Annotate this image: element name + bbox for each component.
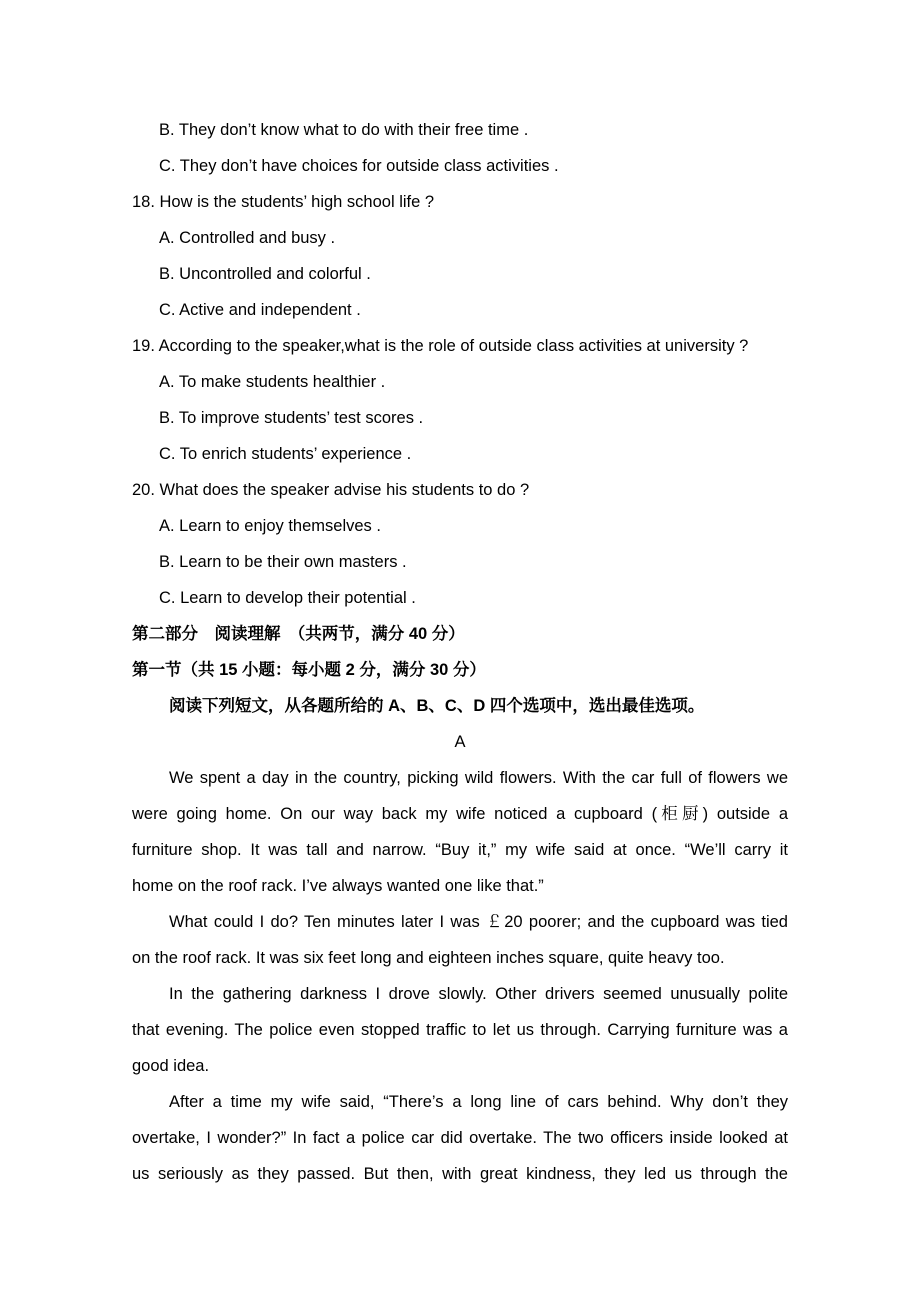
passage-line: overtake, I wonder?” In fact a police car did overtake. The two officers inside looked at: [132, 1129, 788, 1147]
part-title: 第二部分 阅读理解 （共两节，满分 40 分）: [132, 625, 465, 643]
answer-option: C. Active and independent .: [159, 301, 361, 319]
answer-option: B. They don’t know what to do with their free time .: [159, 121, 529, 139]
question-text: 20. What does the speaker advise his students to do ?: [132, 481, 530, 499]
instructions: 阅读下列短文，从各题所给的 A、B、C、D 四个选项中，选出最佳选项。: [169, 697, 705, 715]
question-text: 18. How is the students’ high school life ?: [132, 193, 435, 211]
answer-option: C. They don’t have choices for outside class activities .: [159, 157, 559, 175]
document-page: [132, 112, 788, 1192]
passage-label: A: [454, 733, 466, 751]
passage-line: In the gathering darkness I drove slowly. Other drivers seemed unusually polite: [169, 985, 788, 1003]
passage-line: We spent a day in the country, picking wild flowers. With the car full of flowers we: [169, 769, 788, 787]
passage-line: were going home. On our way back my wife noticed a cupboard (柜厨) outside a: [132, 805, 788, 823]
passage-line: furniture shop. It was tall and narrow. “Buy it,” my wife said at once. “We’ll carry it: [132, 841, 788, 859]
answer-option: A. Learn to enjoy themselves .: [159, 517, 381, 535]
answer-option: C. Learn to develop their potential .: [159, 589, 416, 607]
answer-option: A. To make students healthier .: [159, 373, 386, 391]
answer-option: A. Controlled and busy .: [159, 229, 336, 247]
answer-option: B. Learn to be their own masters .: [159, 553, 407, 571]
answer-option: B. To improve students’ test scores .: [159, 409, 424, 427]
answer-option: B. Uncontrolled and colorful .: [159, 265, 371, 283]
passage-line: that evening. The police even stopped traffic to let us through. Carrying furniture was a: [132, 1021, 788, 1039]
passage-line: What could I do? Ten minutes later I was ￡20 poorer; and the cupboard was tied: [169, 913, 788, 931]
passage-line: on the roof rack. It was six feet long and eighteen inches square, quite heavy too.: [132, 949, 725, 967]
section-title: 第一节（共 15 小题：每小题 2 分，满分 30 分）: [132, 661, 486, 679]
question-text: 19. According to the speaker,what is the role of outside class activities at university ?: [132, 337, 749, 355]
passage-line: After a time my wife said, “There’s a long line of cars behind. Why don’t they: [169, 1093, 788, 1111]
passage-line: good idea.: [132, 1057, 210, 1075]
answer-option: C. To enrich students’ experience .: [159, 445, 412, 463]
passage-line: us seriously as they passed. But then, with great kindness, they led us through the: [132, 1165, 788, 1183]
passage-line: home on the roof rack. I’ve always wanted one like that.”: [132, 877, 544, 895]
